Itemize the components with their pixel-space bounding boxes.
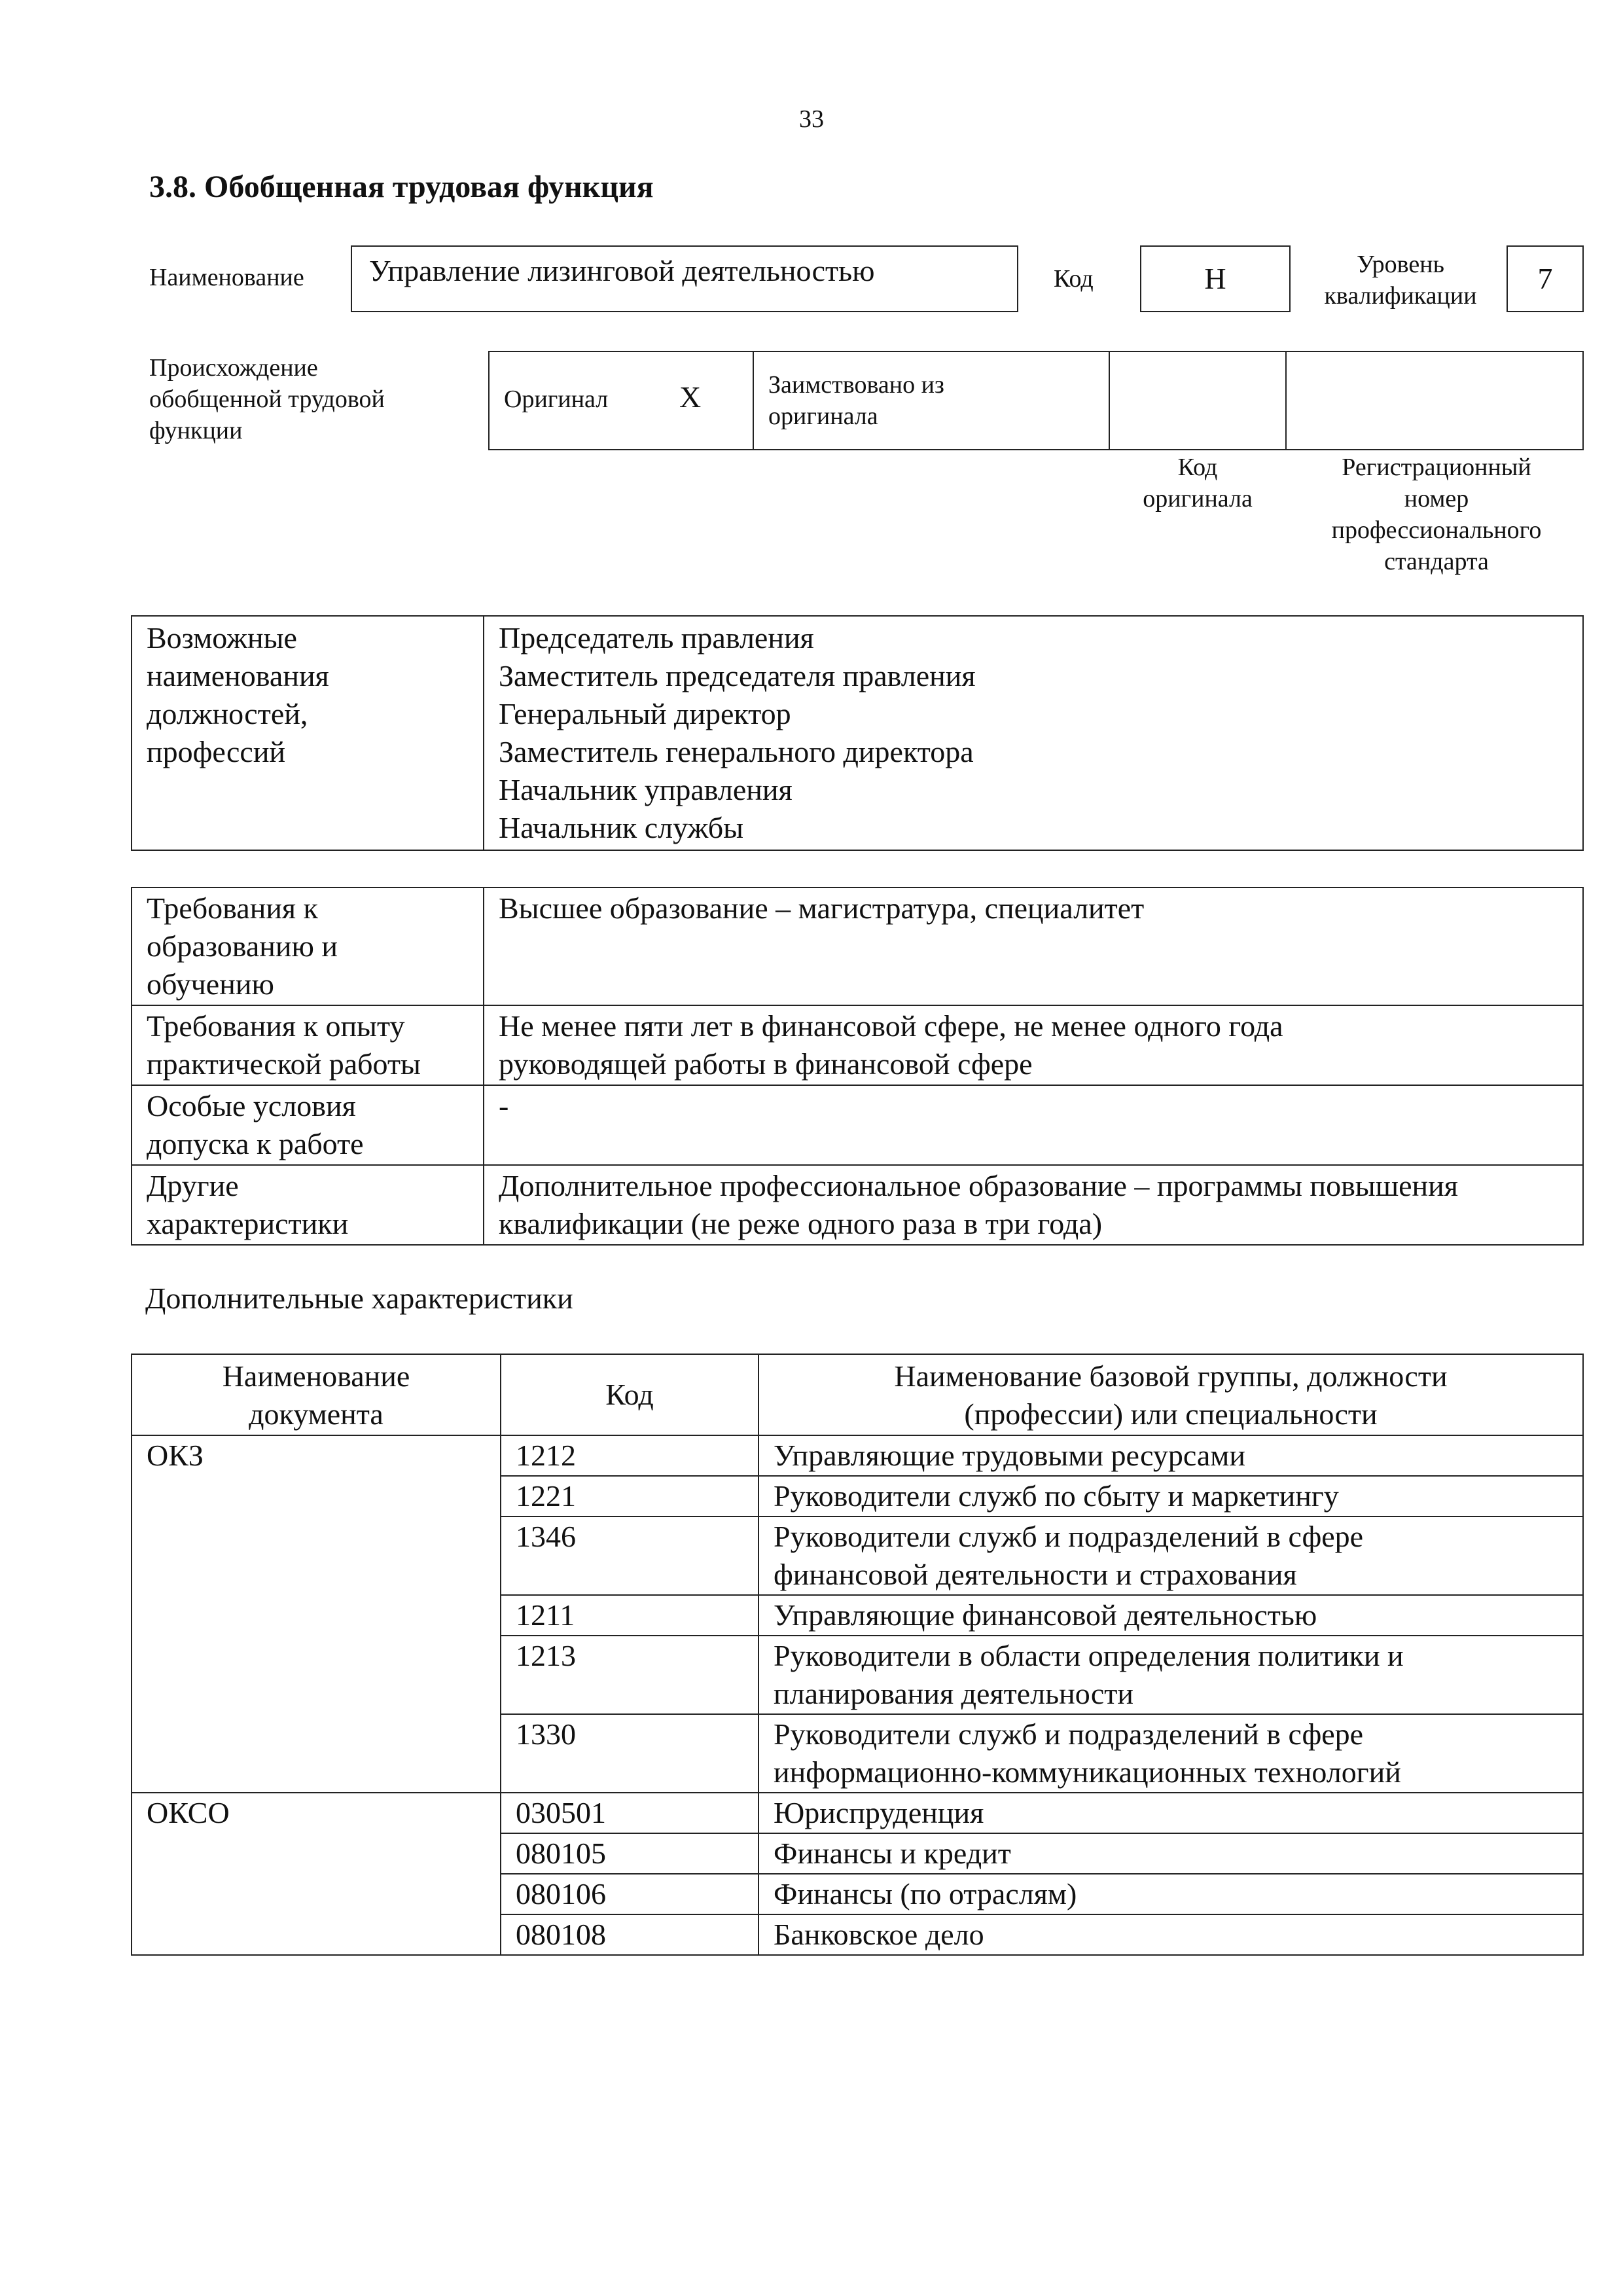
name-line: информационно-коммуникационных технологий	[774, 1755, 1401, 1789]
origin-label-line: функции	[149, 417, 243, 444]
level-value: 7	[1537, 262, 1553, 295]
origin-label-line: обобщенной трудовой	[149, 386, 385, 413]
code-value-box	[1140, 245, 1291, 312]
table-row	[132, 1793, 1583, 1833]
doc-cell-okso: ОКСО	[132, 1793, 501, 1955]
requirement-label-line: Требования к опыту	[147, 1009, 405, 1043]
requirement-label-cell	[132, 1085, 484, 1165]
requirement-value-line: руководящей работы в финансовой сфере	[499, 1047, 1033, 1081]
doc-cell-okz: ОКЗ	[132, 1435, 501, 1793]
requirements-table	[131, 887, 1584, 1246]
position-item: Начальник службы	[499, 811, 744, 844]
name-line: планирования деятельности	[774, 1677, 1133, 1710]
name-cell	[758, 1833, 1583, 1874]
code-cell: 080108	[501, 1914, 758, 1955]
reg-number-caption-line: профессионального	[1331, 516, 1542, 544]
header-doc-line: документа	[249, 1397, 383, 1431]
position-item: Заместитель генерального директора	[499, 735, 974, 768]
positions-list-cell	[484, 616, 1583, 850]
code-value: H	[1204, 262, 1226, 295]
table-row	[132, 1435, 1583, 1476]
code-cell: 030501	[501, 1793, 758, 1833]
original-label: Оригинал	[504, 386, 609, 413]
naming-value: Управление лизинговой деятельностью	[369, 254, 875, 287]
borrowed-cell	[753, 351, 1109, 450]
requirement-label-line: допуска к работе	[147, 1127, 364, 1160]
requirements-row	[132, 1165, 1583, 1245]
requirement-label-cell	[132, 1005, 484, 1085]
requirement-label-line: практической работы	[147, 1047, 421, 1081]
naming-value-box	[351, 245, 1018, 312]
code-cell: 080106	[501, 1874, 758, 1914]
header-code: Код	[501, 1354, 758, 1435]
requirement-value-line: Дополнительное профессиональное образование – программы повышения	[499, 1169, 1458, 1202]
requirement-value-line: -	[499, 1089, 509, 1122]
borrowed-label-line: оригинала	[768, 403, 878, 430]
requirement-label-line: Особые условия	[147, 1089, 356, 1122]
code-original-caption-line: Код	[1177, 454, 1218, 481]
page-number: 33	[799, 105, 824, 133]
requirement-value-line: квалификации (не реже одного раза в три года)	[499, 1207, 1103, 1240]
requirement-value-line: Не менее пяти лет в финансовой сфере, не менее одного года	[499, 1009, 1283, 1043]
name-line: Финансы (по отраслям)	[774, 1877, 1077, 1910]
reg-number-caption	[1289, 452, 1584, 577]
name-line: Управляющие трудовыми ресурсами	[774, 1439, 1246, 1472]
borrowed-label-line: Заимствовано из	[768, 371, 944, 399]
name-cell	[758, 1914, 1583, 1955]
additional-title: Дополнительные характеристики	[145, 1282, 573, 1315]
level-value-box	[1507, 245, 1584, 312]
positions-label-line: наименования	[147, 659, 329, 692]
requirement-value-cell	[484, 888, 1583, 1005]
original-mark: X	[679, 380, 702, 414]
header-name-line: (профессии) или специальности	[964, 1397, 1378, 1431]
code-original-caption	[1106, 452, 1289, 514]
name-cell	[758, 1874, 1583, 1914]
level-label-line2: квалификации	[1324, 282, 1477, 310]
positions-label-line: Возможные	[147, 621, 297, 655]
reg-number-caption-line: Регистрационный	[1342, 454, 1531, 481]
requirements-row	[132, 1085, 1583, 1165]
name-cell	[758, 1476, 1583, 1516]
additional-header-row	[132, 1354, 1583, 1435]
requirement-label-line: характеристики	[147, 1207, 349, 1240]
position-item: Заместитель председателя правления	[499, 659, 976, 692]
position-item: Начальник управления	[499, 773, 793, 806]
position-item: Генеральный директор	[499, 697, 791, 730]
requirement-value-line: Высшее образование – магистратура, специалитет	[499, 891, 1145, 925]
positions-label-cell	[132, 616, 484, 850]
origin-label	[149, 352, 385, 446]
header-name-line: Наименование базовой группы, должности	[894, 1359, 1448, 1393]
requirement-label-cell	[132, 1165, 484, 1245]
requirements-row	[132, 888, 1583, 1005]
name-line: Юриспруденция	[774, 1796, 984, 1829]
requirement-label-line: образованию и	[147, 929, 338, 963]
requirements-row	[132, 1005, 1583, 1085]
name-line: Банковское дело	[774, 1918, 984, 1951]
level-label-line1: Уровень	[1357, 251, 1444, 278]
name-cell	[758, 1516, 1583, 1595]
name-line: Управляющие финансовой деятельностью	[774, 1598, 1317, 1632]
reg-number-caption-line: стандарта	[1384, 548, 1489, 575]
section-title: 3.8. Обобщенная трудовая функция	[149, 170, 654, 204]
level-label	[1302, 249, 1499, 312]
code-cell: 1213	[501, 1636, 758, 1714]
requirement-value-cell	[484, 1165, 1583, 1245]
requirement-label-line: обучению	[147, 967, 274, 1001]
name-cell	[758, 1793, 1583, 1833]
requirement-value-cell	[484, 1005, 1583, 1085]
additional-table	[131, 1354, 1584, 1956]
header-name	[758, 1354, 1583, 1435]
reg-number-cell	[1286, 351, 1583, 450]
requirement-label-line: Требования к	[147, 891, 318, 925]
positions-label-line: профессий	[147, 735, 286, 768]
code-cell: 1330	[501, 1714, 758, 1793]
header-doc	[132, 1354, 501, 1435]
positions-label-line: должностей,	[147, 697, 308, 730]
name-line: Финансы и кредит	[774, 1837, 1011, 1870]
name-line: Руководители служб и подразделений в сфере	[774, 1520, 1364, 1553]
naming-label: Наименование	[149, 264, 304, 291]
header-doc-line: Наименование	[222, 1359, 410, 1393]
origin-label-line: Происхождение	[149, 354, 318, 382]
code-cell: 1211	[501, 1595, 758, 1636]
position-item: Председатель правления	[499, 621, 814, 655]
reg-number-caption-line: номер	[1404, 485, 1469, 512]
name-line: финансовой деятельности и страхования	[774, 1558, 1297, 1591]
name-line: Руководители служб и подразделений в сфере	[774, 1717, 1364, 1751]
code-cell: 1221	[501, 1476, 758, 1516]
name-cell	[758, 1714, 1583, 1793]
original-cell	[489, 351, 753, 450]
origin-table	[488, 351, 1584, 450]
name-line: Руководители в области определения политики и	[774, 1639, 1404, 1672]
code-original-cell	[1109, 351, 1286, 450]
requirement-value-cell	[484, 1085, 1583, 1165]
positions-table	[131, 615, 1584, 851]
code-cell: 080105	[501, 1833, 758, 1874]
name-line: Руководители служб по сбыту и маркетингу	[774, 1479, 1339, 1513]
name-cell	[758, 1435, 1583, 1476]
code-cell: 1346	[501, 1516, 758, 1595]
code-cell: 1212	[501, 1435, 758, 1476]
requirement-label-cell	[132, 888, 484, 1005]
requirement-label-line: Другие	[147, 1169, 239, 1202]
code-label: Код	[1054, 265, 1094, 293]
code-original-caption-line: оригинала	[1143, 485, 1253, 512]
name-cell	[758, 1636, 1583, 1714]
name-cell	[758, 1595, 1583, 1636]
